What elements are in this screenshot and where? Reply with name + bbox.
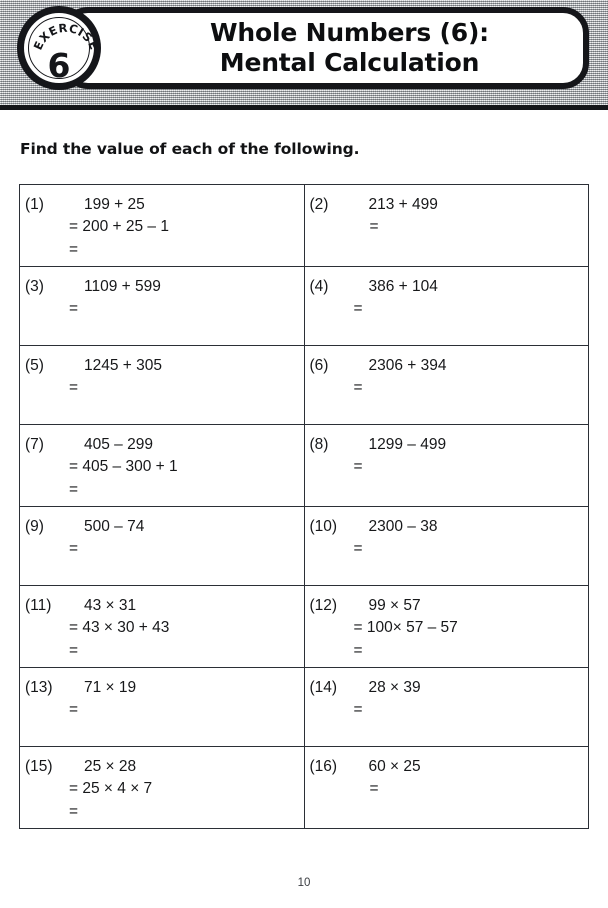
question-cell — [304, 668, 589, 747]
question-row — [20, 668, 589, 747]
question-12 — [305, 586, 589, 667]
question-answer-line[interactable]: = — [69, 540, 79, 558]
question-head — [25, 756, 298, 778]
question-number: (10) — [309, 518, 338, 535]
question-expression: 1299 – 499 — [368, 436, 447, 453]
question-expression: 405 – 299 — [84, 436, 153, 453]
question-expression: 500 – 74 — [84, 518, 145, 535]
question-answer-line[interactable]: = — [69, 379, 79, 397]
question-13 — [20, 668, 304, 746]
question-6 — [305, 346, 589, 424]
questions-table — [19, 184, 589, 829]
question-answer-line[interactable]: = — [369, 780, 379, 798]
question-expression: 71 × 19 — [84, 679, 137, 696]
question-head — [25, 194, 298, 216]
question-answer-line[interactable]: = — [69, 641, 79, 659]
question-cell — [304, 586, 589, 668]
question-expression: 25 × 28 — [84, 758, 137, 775]
question-expression: 1245 + 305 — [84, 357, 163, 374]
question-2 — [305, 185, 589, 266]
question-11 — [20, 586, 304, 667]
question-expression: 60 × 25 — [368, 758, 421, 775]
question-16 — [305, 747, 589, 828]
question-row — [20, 346, 589, 425]
question-answer-line[interactable]: = — [369, 218, 379, 236]
question-number: (3) — [25, 278, 44, 295]
question-cell — [20, 267, 305, 346]
question-head — [25, 677, 298, 699]
question-head — [310, 276, 583, 298]
question-number: (16) — [309, 758, 338, 775]
question-number: (4) — [309, 278, 329, 295]
question-cell — [304, 346, 589, 425]
question-head — [310, 434, 583, 456]
question-answer-line[interactable]: = — [353, 701, 363, 719]
question-head — [310, 194, 583, 216]
question-head — [310, 516, 583, 538]
questions-table-body — [20, 185, 589, 829]
question-answer-line[interactable]: = 405 – 300 + 1 — [69, 458, 178, 476]
question-head — [310, 355, 583, 377]
question-number: (8) — [309, 436, 329, 453]
question-head — [25, 595, 298, 617]
question-expression: 28 × 39 — [368, 679, 421, 696]
question-expression: 213 + 499 — [368, 196, 438, 213]
question-cell — [20, 747, 305, 829]
question-cell — [304, 425, 589, 507]
question-9 — [20, 507, 304, 585]
instruction-text: Find the value of each of the following. — [20, 140, 360, 158]
question-number: (14) — [309, 679, 338, 696]
question-row — [20, 185, 589, 267]
page-number: 10 — [297, 877, 311, 889]
question-head — [310, 756, 583, 778]
question-cell — [304, 747, 589, 829]
question-row — [20, 267, 589, 346]
question-cell — [20, 507, 305, 586]
question-answer-line[interactable]: = — [69, 480, 79, 498]
question-15 — [20, 747, 304, 828]
question-5 — [20, 346, 304, 424]
exercise-badge — [17, 6, 101, 90]
question-answer-line[interactable]: = — [69, 240, 79, 258]
question-answer-line[interactable]: = — [353, 458, 363, 476]
question-row — [20, 586, 589, 668]
question-cell — [304, 507, 589, 586]
question-cell — [304, 185, 589, 267]
question-head — [25, 355, 298, 377]
question-8 — [305, 425, 589, 506]
question-expression: 386 + 104 — [368, 278, 438, 295]
question-cell — [20, 185, 305, 267]
question-expression: 1109 + 599 — [84, 278, 161, 295]
question-head — [25, 434, 298, 456]
title-box — [62, 7, 589, 89]
question-1 — [20, 185, 304, 266]
question-answer-line[interactable]: = — [69, 701, 79, 719]
question-head — [310, 677, 583, 699]
question-cell — [20, 668, 305, 747]
question-cell — [304, 267, 589, 346]
question-number: (5) — [25, 357, 44, 374]
question-answer-line[interactable]: = — [353, 641, 363, 659]
question-answer-line[interactable]: = 43 × 30 + 43 — [69, 619, 170, 637]
question-answer-line[interactable]: = — [353, 379, 363, 397]
question-number: (15) — [25, 758, 53, 775]
question-expression: 199 + 25 — [84, 196, 145, 213]
question-expression: 2300 – 38 — [368, 518, 438, 535]
question-10 — [305, 507, 589, 585]
question-row — [20, 425, 589, 507]
question-cell — [20, 425, 305, 507]
question-answer-line[interactable]: = 25 × 4 × 7 — [69, 780, 153, 798]
question-expression: 2306 + 394 — [368, 357, 447, 374]
exercise-badge-face — [24, 13, 101, 85]
question-number: (9) — [25, 518, 44, 535]
question-number: (7) — [25, 436, 44, 453]
question-head — [25, 276, 298, 298]
exercise-badge-arc-label: EXERCISE — [31, 20, 101, 53]
question-4 — [305, 267, 589, 345]
page-title — [162, 18, 489, 79]
question-expression: 43 × 31 — [84, 597, 137, 614]
question-number: (6) — [309, 357, 329, 374]
question-answer-line[interactable]: = — [353, 300, 363, 318]
question-number: (11) — [25, 597, 52, 614]
question-cell — [20, 586, 305, 668]
question-answer-line[interactable]: = — [353, 540, 363, 558]
question-7 — [20, 425, 304, 506]
question-cell — [20, 346, 305, 425]
question-number: (2) — [309, 196, 329, 213]
question-head — [25, 516, 298, 538]
exercise-badge-number: 6 — [47, 46, 71, 85]
question-answer-line[interactable]: = 100× 57 – 57 — [353, 619, 458, 637]
question-14 — [305, 668, 589, 746]
question-answer-line[interactable]: = — [69, 802, 79, 820]
question-head — [310, 595, 583, 617]
page-title-line-2: Mental Calculation — [219, 48, 480, 77]
question-expression: 99 × 57 — [368, 597, 421, 614]
question-number: (13) — [25, 679, 53, 696]
question-number: (1) — [25, 196, 44, 213]
question-row — [20, 507, 589, 586]
question-row — [20, 747, 589, 829]
question-number: (12) — [309, 597, 338, 614]
page-title-line-1: Whole Numbers (6): — [210, 17, 489, 47]
question-answer-line[interactable]: = — [69, 300, 79, 318]
question-answer-line[interactable]: = 200 + 25 – 1 — [69, 218, 169, 236]
question-3 — [20, 267, 304, 345]
